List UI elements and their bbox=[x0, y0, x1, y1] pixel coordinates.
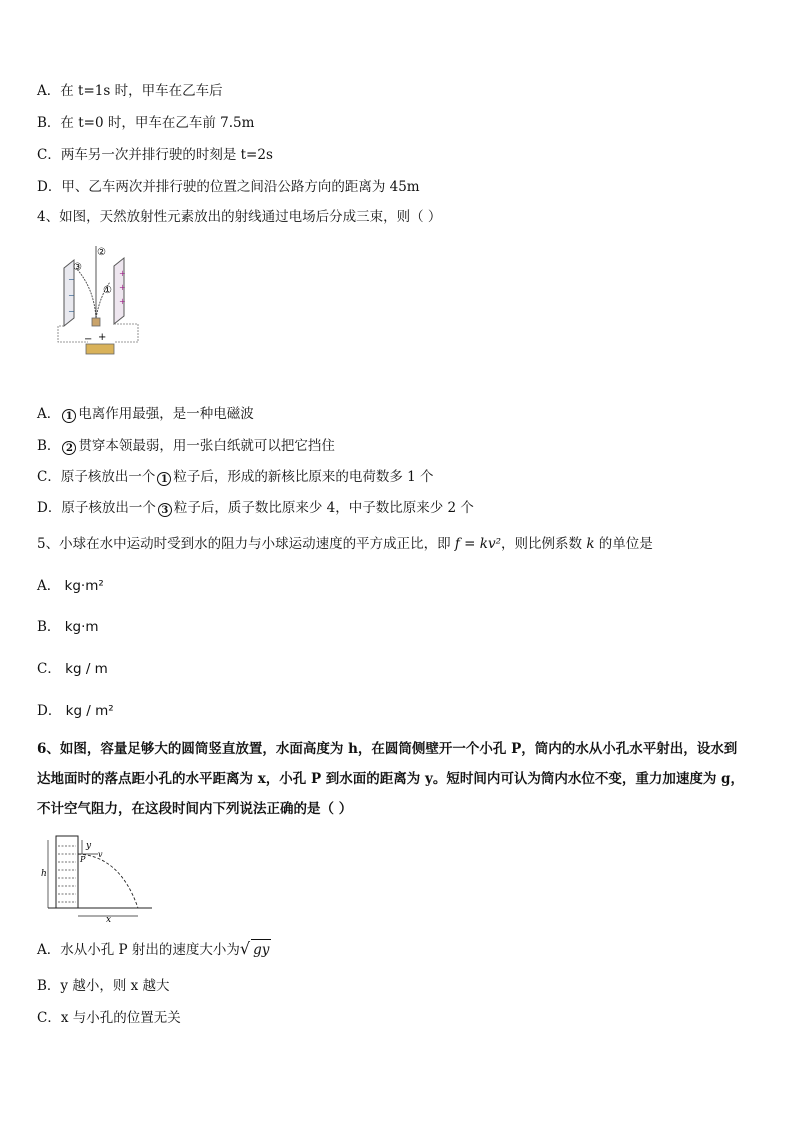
beam-1-label: ① bbox=[103, 285, 112, 296]
q5-option-d: D． kg / m² bbox=[37, 703, 114, 719]
q6-option-b: B．y 越小，则 x 越大 bbox=[37, 978, 170, 994]
q4-option-a: A． 1 电离作用最强，是一种电磁波 bbox=[37, 406, 254, 422]
battery-plus: + bbox=[98, 332, 107, 343]
beam-2-label: ② bbox=[97, 247, 106, 258]
q4-option-d: D．原子核放出一个 3 粒子后，质子数比原来少 4，中子数比原来少 2 个 bbox=[37, 500, 474, 516]
q5-stem: 5、小球在水中运动时受到水的阻力与小球运动速度的平方成正比，即 f = kv²，则比例系数 k 的单位是 bbox=[37, 536, 653, 552]
beam-3-label: ③ bbox=[73, 262, 82, 273]
q6-option-c: C．x 与小孔的位置无关 bbox=[37, 1010, 181, 1026]
q5-option-c: C． kg / m bbox=[37, 661, 108, 677]
v-label: v bbox=[98, 850, 103, 859]
q3-option-b: B．在 t=0 时，甲车在乙车前 7.5m bbox=[37, 115, 255, 131]
q4-option-b: B． 2 贯穿本领最弱，用一张白纸就可以把它挡住 bbox=[37, 438, 335, 454]
q5-option-b: B． kg·m bbox=[37, 619, 99, 635]
q6-stem-line1: 6、如图，容量足够大的圆筒竖直放置，水面高度为 h，在圆筒侧壁开一个小孔 P，筒内的水从小孔水平射出，设水到 bbox=[37, 741, 738, 757]
svg-text:+: + bbox=[119, 297, 126, 306]
h-label: h bbox=[41, 869, 47, 879]
x-label: x bbox=[106, 915, 112, 924]
p-label: P bbox=[80, 855, 86, 864]
svg-text:−: − bbox=[68, 291, 75, 300]
q4-stem: 4、如图，天然放射性元素放出的射线通过电场后分成三束，则（ ） bbox=[37, 209, 442, 225]
q6-stem-line2: 达地面时的落点距小孔的水平距离为 x，小孔 P 到水面的距离为 y。短时间内可认为筒内水位不变，重力加速度为 g， bbox=[37, 771, 744, 787]
y-label: y bbox=[86, 841, 92, 851]
battery-minus: − bbox=[84, 334, 93, 345]
svg-text:+: + bbox=[119, 283, 126, 292]
q4-radiation-figure bbox=[54, 238, 144, 360]
q6-cylinder-figure bbox=[40, 832, 160, 924]
svg-text:−: − bbox=[68, 275, 75, 284]
q6-option-a: A．水从小孔 P 射出的速度大小为√ gy bbox=[37, 939, 270, 958]
q3-option-c: C．两车另一次并排行驶的时刻是 t=2s bbox=[37, 147, 273, 163]
svg-text:−: − bbox=[68, 307, 75, 316]
q6-stem-line3: 不计空气阻力，在这段时间内下列说法正确的是（ ） bbox=[37, 801, 353, 817]
q5-formula: f = kv² bbox=[454, 536, 502, 552]
q5-option-a: A． kg·m² bbox=[37, 578, 104, 594]
q3-option-d: D．甲、乙车两次并排行驶的位置之间沿公路方向的距离为 45m bbox=[37, 179, 420, 195]
q4-option-c: C．原子核放出一个 1 粒子后，形成的新核比原来的电荷数多 1 个 bbox=[37, 469, 434, 485]
svg-text:+: + bbox=[119, 269, 126, 278]
q3-option-a: A．在 t=1s 时，甲车在乙车后 bbox=[37, 83, 223, 99]
